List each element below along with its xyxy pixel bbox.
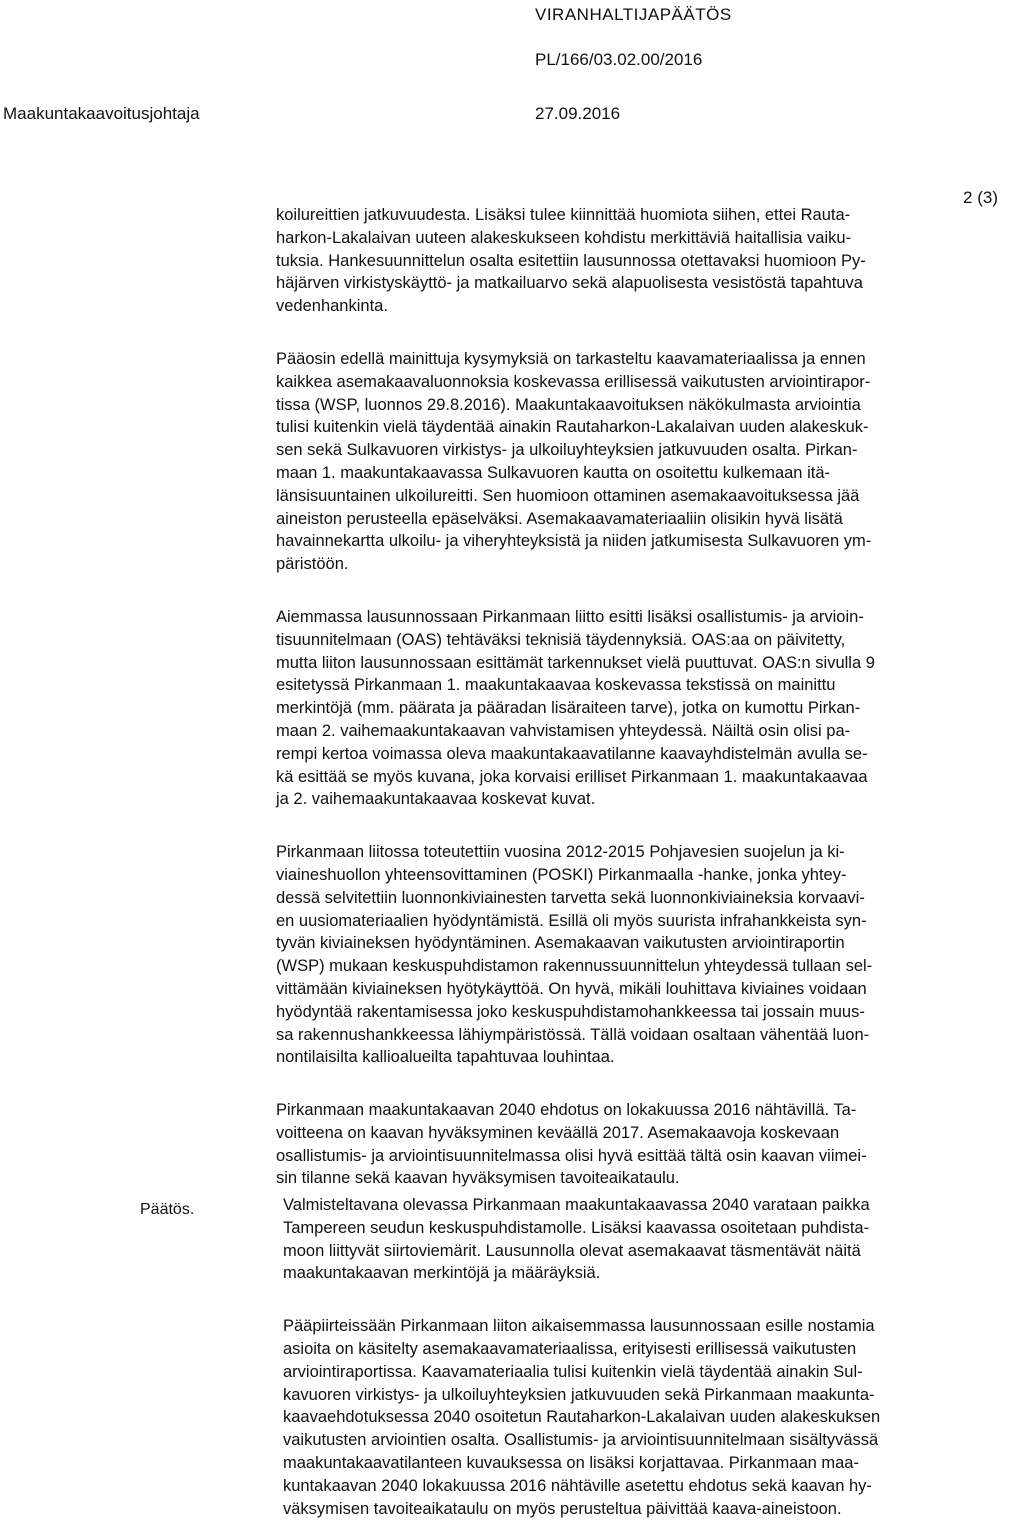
text-line: aineiston perusteella epäselväksi. Asemakaavamateriaaliin olisikin hyvä lisätä bbox=[276, 509, 843, 528]
text-line: Aiemmassa lausunnossaan Pirkanmaan liitto esitti lisäksi osallistumis- ja arvioin- bbox=[276, 607, 864, 626]
text-line: kä esittää se myös kuvana, joka korvaisi erilliset Pirkanmaan 1. maakuntakaavaa bbox=[276, 767, 868, 786]
text-line: länsisuuntainen ulkoilureitti. Sen huomioon ottaminen asemakaavoituksessa jää bbox=[276, 486, 860, 505]
text-line: Pääosin edellä mainittuja kysymyksiä on tarkasteltu kaavamateriaalissa ja ennen bbox=[276, 349, 866, 368]
paragraph bbox=[276, 348, 1016, 576]
text-line: maakuntakaavatilanteen kuvauksessa on lisäksi korjattavaa. Pirkanmaan maa- bbox=[283, 1453, 859, 1472]
text-line: moon liittyvät siirtoviemärit. Lausunnolla olevat asemakaavat täsmentävät näitä bbox=[283, 1241, 861, 1260]
text-line: hyödyntää rakentamisessa joko keskuspuhdistamohankkeessa tai jossain muus- bbox=[276, 1002, 865, 1021]
body-text-decision bbox=[283, 1194, 1016, 1520]
text-line: arviointiraportissa. Kaavamateriaalia tulisi kuitenkin vielä täydentää ainakin Sul- bbox=[283, 1362, 863, 1381]
paragraph bbox=[276, 1099, 1016, 1190]
document-date: 27.09.2016 bbox=[535, 104, 621, 123]
body-text-top bbox=[276, 204, 1016, 1190]
text-line: vedenhankinta. bbox=[276, 297, 388, 316]
text-line: havainnekartta ulkoilu- ja viheryhteyksistä ja niiden jatkumisesta Sulkavuoren ym- bbox=[276, 532, 872, 551]
text-line: (WSP) mukaan keskuspuhdistamon rakennussuunnittelun yhteydessä tullaan sel- bbox=[276, 957, 873, 976]
document-type: VIRANHALTIJAPÄÄTÖS bbox=[535, 5, 732, 24]
text-line: tissa (WSP, luonnos 29.8.2016). Maakuntakaavoituksen näkökulmasta arviointia bbox=[276, 395, 861, 414]
text-line: sen sekä Sulkavuoren virkistys- ja ulkoiluyhteyksien jatkuvuuden osalta. Pirkan- bbox=[276, 441, 858, 460]
text-line: Tampereen seudun keskuspuhdistamolle. Lisäksi kaavassa osoitetaan puhdista- bbox=[283, 1218, 870, 1237]
paragraph bbox=[276, 204, 1016, 318]
text-line: maakuntakaavan merkintöjä ja määräyksiä. bbox=[283, 1264, 601, 1283]
reference-number: PL/166/03.02.00/2016 bbox=[535, 50, 703, 69]
text-line: Pääpiirteissään Pirkanmaan liiton aikaisemmassa lausunnossaan esille nostamia bbox=[283, 1317, 875, 1336]
text-line: mutta liiton lausunnossaan esittämät tarkennukset vielä puuttuvat. OAS:n sivulla 9 bbox=[276, 653, 875, 672]
paragraph bbox=[283, 1315, 1016, 1520]
text-line: viaineshuollon yhteensovittaminen (POSKI) Pirkanmaalla -hanke, jonka yhtey- bbox=[276, 865, 847, 884]
text-line: Pirkanmaan liitossa toteutettiin vuosina 2012-2015 Pohjavesien suojelun ja ki- bbox=[276, 843, 845, 862]
text-line: nontilaisilta kallioalueilta tapahtuvaa louhintaa. bbox=[276, 1048, 615, 1067]
page-number: 2 (3) bbox=[963, 188, 998, 207]
text-line: kuntakaavan 2040 lokakuussa 2016 nähtäville asetettu ehdotus sekä kaavan hy- bbox=[283, 1476, 872, 1495]
text-line: esitetyssä Pirkanmaan 1. maakuntakaavaa koskevassa tekstissä on mainittu bbox=[276, 676, 836, 695]
text-line: kavuoren virkistys- ja ulkoiluyhteyksien jatkuvuuden sekä Pirkanmaan maakunta- bbox=[283, 1385, 875, 1404]
text-line: Valmisteltavana olevassa Pirkanmaan maakuntakaavassa 2040 varataan paikka bbox=[283, 1196, 870, 1214]
text-line: Pirkanmaan maakuntakaavan 2040 ehdotus on lokakuussa 2016 nähtävillä. Ta- bbox=[276, 1101, 857, 1120]
text-line: osallistumis- ja arviointisuunnitelmassa olisi hyvä esittää tältä osin kaavan viimei- bbox=[276, 1146, 867, 1165]
text-line: merkintöjä (mm. päärata ja pääradan lisäraiteen tarve), jotka on kumottu Pirkan- bbox=[276, 699, 861, 718]
text-line: tyvän kiviaineksen hyödyntäminen. Asemakaavan vaikutusten arviointiraportin bbox=[276, 934, 845, 953]
text-line: koilureittien jatkuvuudesta. Lisäksi tulee kiinnittää huomiota siihen, ettei Rauta- bbox=[276, 206, 851, 224]
text-line: harkon-Lakalaivan uuteen alakeskukseen kohdistu merkittäviä haitallisia vaiku- bbox=[276, 228, 852, 247]
text-line: väksymisen tavoiteaikataulu on myös perusteltua päivittää kaava-aineistoon. bbox=[283, 1499, 842, 1518]
text-line: voitteena on kaavan hyväksyminen keväällä 2017. Asemakaavoja koskevaan bbox=[276, 1123, 840, 1142]
text-line: vaikutusten arviointien osalta. Osallistumis- ja arviointisuunnitelmaan sisältyvässä bbox=[283, 1431, 879, 1450]
text-line: dessä selvitettiin luonnonkiviainesten tarvetta sekä luonnonkiviaineksia korvaavi- bbox=[276, 888, 865, 907]
text-line: sa rakennushankkeessa lähiympäristössä. Tällä voidaan osaltaan vähentää luon- bbox=[276, 1025, 870, 1044]
text-line: päristöön. bbox=[276, 555, 349, 574]
text-line: ja 2. vaihemaakuntakaavaa koskevat kuvat. bbox=[276, 790, 596, 809]
text-line: kaikkea asemakaavaluonnoksia koskevassa erillisessä vaikutusten arviointirapor- bbox=[276, 372, 871, 391]
text-line: maan 1. maakuntakaavassa Sulkavuoren kautta on osoitettu kulkemaan itä- bbox=[276, 463, 830, 482]
text-line: maan 2. vaihemaakuntakaavan vahvistamisen yhteydessä. Näiltä osin olisi pa- bbox=[276, 721, 851, 740]
paragraph bbox=[276, 841, 1016, 1069]
text-line: rempi kertoa voimassa oleva maakuntakaavatilanne kaavayhdistelmän avulla se- bbox=[276, 744, 868, 763]
author-title: Maakuntakaavoitusjohtaja bbox=[3, 104, 200, 123]
text-line: en uusiomateriaalien hyödyntämistä. Esillä oli myös suurista infrahankkeista syn- bbox=[276, 911, 867, 930]
text-line: sin tilanne sekä kaavan hyväksymisen tavoiteaikataulu. bbox=[276, 1169, 680, 1188]
text-line: vittämään kiviaineksen hyötykäyttöä. On hyvä, mikäli louhittava kiviaines voidaan bbox=[276, 979, 867, 998]
paragraph bbox=[283, 1194, 1016, 1285]
text-line: tisuunnitelmaan (OAS) tehtäväksi teknisiä täydennyksiä. OAS:aa on päivitetty, bbox=[276, 630, 846, 649]
text-line: häjärven virkistyskäyttö- ja matkailuarvo sekä alapuolisesta vesistöstä tapahtuva bbox=[276, 274, 863, 293]
text-line: asioita on käsitelty asemakaavamateriaalissa, erityisesti erillisessä vaikutusten bbox=[283, 1339, 857, 1358]
text-line: kaavaehdotuksessa 2040 osoitetun Rautaharkon-Lakalaivan uuden alakeskuksen bbox=[283, 1408, 881, 1427]
decision-label: Päätös. bbox=[140, 1201, 195, 1218]
text-line: tulisi kuitenkin vielä täydentää ainakin Rautaharkon-Lakalaivan uuden alakeskuk- bbox=[276, 418, 869, 437]
text-line: tuksia. Hankesuunnittelun osalta esitettiin lausunnossa otettavaksi huomioon Py- bbox=[276, 251, 866, 270]
paragraph bbox=[276, 606, 1016, 811]
